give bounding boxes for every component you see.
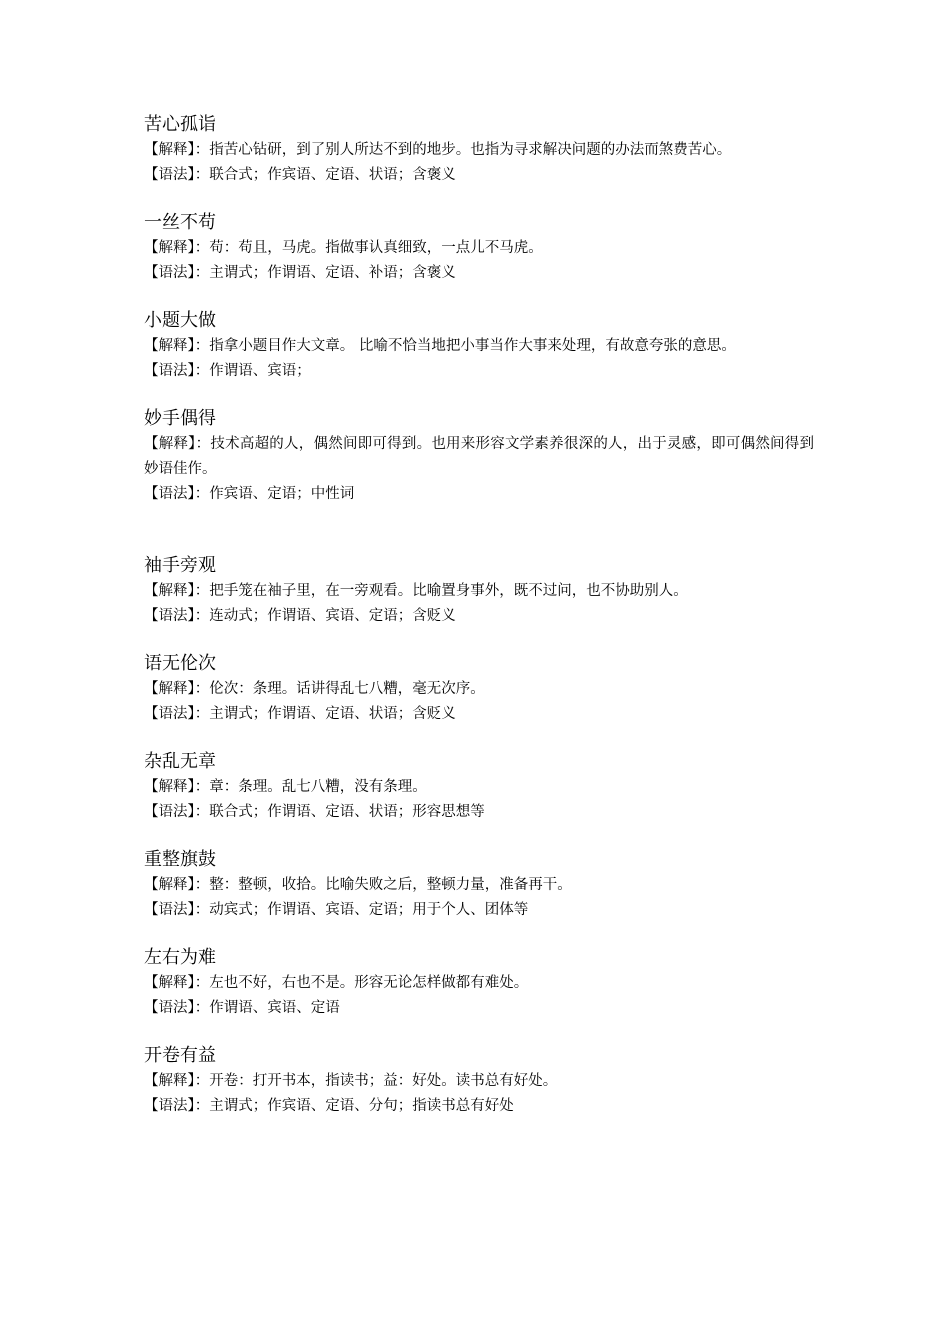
grammar-label: 【语法】	[144, 1000, 195, 1016]
grammar-text: ：联合式；作谓语、定语、状语；形容思想等	[194, 804, 485, 820]
explanation-label: 【解释】	[144, 681, 195, 697]
explanation-text: ：技术高超的人，偶然间即可得到。也用来形容文学素养很深的人，出于灵感，即可偶然间得到妙语佳作。	[144, 436, 815, 477]
grammar-line	[144, 898, 814, 923]
grammar-text: ：动宾式；作谓语、宾语、定语；用于个人、团体等	[194, 902, 529, 918]
grammar-text: ：作谓语、宾语；	[194, 363, 311, 379]
idiom-entry	[144, 553, 814, 629]
grammar-line	[144, 996, 814, 1021]
grammar-line	[144, 359, 814, 384]
grammar-label: 【语法】	[144, 1098, 195, 1114]
idiom-entry	[144, 847, 814, 923]
grammar-line	[144, 702, 814, 727]
grammar-text: ：主谓式；作宾语、定语、分句；指读书总有好处	[194, 1098, 514, 1114]
grammar-line	[144, 482, 814, 507]
document-page	[144, 112, 814, 1119]
explanation-label: 【解释】	[144, 779, 195, 795]
idiom-title: 妙手偶得	[144, 408, 216, 429]
explanation-text: ：指拿小题目作大文章。 比喻不恰当地把小事当作大事来处理，有故意夸张的意思。	[194, 338, 736, 354]
explanation-label: 【解释】	[144, 1073, 195, 1089]
explanation-line	[144, 677, 814, 702]
explanation-line	[144, 971, 814, 996]
explanation-text: ：伦次：条理。话讲得乱七八糟，毫无次序。	[194, 681, 485, 697]
idiom-title: 袖手旁观	[144, 555, 216, 576]
grammar-label: 【语法】	[144, 265, 195, 281]
grammar-line	[144, 800, 814, 825]
explanation-label: 【解释】	[144, 975, 195, 991]
idiom-title: 重整旗鼓	[144, 849, 216, 870]
explanation-line	[144, 1069, 814, 1094]
idiom-entry	[144, 749, 814, 825]
idiom-entry	[144, 945, 814, 1021]
explanation-text: ：整：整顿，收拾。比喻失败之后，整顿力量，准备再干。	[194, 877, 572, 893]
grammar-text: ：联合式；作宾语、定语、状语；含褒义	[194, 167, 456, 183]
grammar-label: 【语法】	[144, 608, 195, 624]
grammar-line	[144, 261, 814, 286]
explanation-line	[144, 432, 814, 482]
grammar-text: ：作谓语、宾语、定语	[194, 1000, 340, 1016]
grammar-text: ：作宾语、定语；中性词	[194, 486, 355, 502]
idiom-title: 开卷有益	[144, 1045, 216, 1066]
grammar-line	[144, 1094, 814, 1119]
idiom-title: 左右为难	[144, 947, 216, 968]
grammar-line	[144, 604, 814, 629]
explanation-label: 【解释】	[144, 877, 195, 893]
explanation-label: 【解释】	[144, 583, 195, 599]
grammar-text: ：主谓式；作谓语、定语、补语；含褒义	[194, 265, 456, 281]
explanation-line	[144, 873, 814, 898]
explanation-label: 【解释】	[144, 338, 195, 354]
explanation-text: ：左也不好，右也不是。形容无论怎样做都有难处。	[194, 975, 529, 991]
idiom-title: 小题大做	[144, 310, 216, 331]
explanation-line	[144, 236, 814, 261]
idiom-entry	[144, 210, 814, 286]
idiom-title: 一丝不苟	[144, 212, 216, 233]
explanation-line	[144, 334, 814, 359]
explanation-label: 【解释】	[144, 436, 196, 452]
grammar-label: 【语法】	[144, 363, 195, 379]
idiom-title: 杂乱无章	[144, 751, 216, 772]
explanation-label: 【解释】	[144, 240, 195, 256]
grammar-label: 【语法】	[144, 486, 195, 502]
idiom-entry	[144, 112, 814, 188]
grammar-label: 【语法】	[144, 706, 195, 722]
explanation-text: ：指苦心钻研，到了别人所达不到的地步。也指为寻求解决问题的办法而煞费苦心。	[194, 142, 732, 158]
explanation-line	[144, 775, 814, 800]
idiom-title: 苦心孤诣	[144, 114, 216, 135]
explanation-line	[144, 579, 814, 604]
grammar-line	[144, 163, 814, 188]
idiom-entry	[144, 651, 814, 727]
idiom-entry	[144, 406, 814, 507]
explanation-text: ：章：条理。乱七八糟，没有条理。	[194, 779, 427, 795]
explanation-label: 【解释】	[144, 142, 195, 158]
grammar-label: 【语法】	[144, 804, 195, 820]
grammar-text: ：主谓式；作谓语、定语、状语；含贬义	[194, 706, 456, 722]
idiom-entry	[144, 1043, 814, 1119]
grammar-label: 【语法】	[144, 902, 195, 918]
explanation-text: ：开卷：打开书本，指读书；益：好处。读书总有好处。	[194, 1073, 558, 1089]
explanation-text: ：苟：苟且，马虎。指做事认真细致，一点儿不马虎。	[194, 240, 543, 256]
explanation-text: ：把手笼在袖子里，在一旁观看。比喻置身事外，既不过问，也不协助别人。	[194, 583, 688, 599]
idiom-title: 语无伦次	[144, 653, 216, 674]
explanation-line	[144, 138, 814, 163]
grammar-text: ：连动式；作谓语、宾语、定语；含贬义	[194, 608, 456, 624]
grammar-label: 【语法】	[144, 167, 195, 183]
idiom-entry	[144, 308, 814, 384]
